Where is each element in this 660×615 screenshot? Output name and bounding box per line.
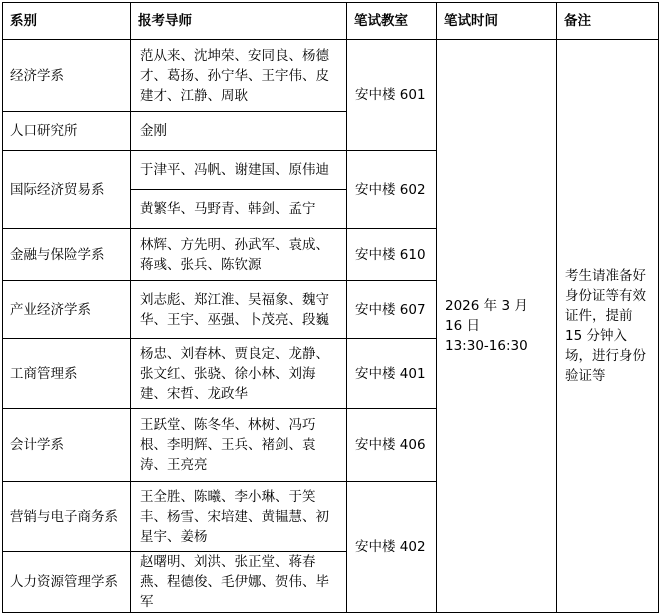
dept-cell: 产业经济学系 bbox=[3, 281, 131, 339]
teachers-cell: 王全胜、陈曦、李小琳、于笑丰、杨雪、宋培建、黄韫慧、初星宇、姜杨 bbox=[131, 482, 347, 552]
teachers-cell: 林辉、方先明、孙武军、袁成、蒋彧、张兵、陈钦源 bbox=[131, 229, 347, 281]
room-cell: 安中楼 402 bbox=[347, 482, 437, 613]
dept-cell: 人力资源管理学系 bbox=[3, 552, 131, 613]
header-note: 备注 bbox=[557, 3, 659, 40]
teachers-cell: 黄繁华、马野青、韩剑、孟宁 bbox=[131, 190, 347, 229]
header-dept: 系别 bbox=[3, 3, 131, 40]
dept-cell: 营销与电子商务系 bbox=[3, 482, 131, 552]
header-time: 笔试时间 bbox=[437, 3, 557, 40]
dept-cell: 经济学系 bbox=[3, 40, 131, 112]
teachers-cell: 杨忠、刘春林、贾良定、龙静、张文红、张骁、徐小林、刘海建、宋哲、龙政华 bbox=[131, 339, 347, 409]
room-cell: 安中楼 406 bbox=[347, 409, 437, 482]
teachers-cell: 王跃堂、陈冬华、林树、冯巧根、李明辉、王兵、褚剑、袁涛、王亮亮 bbox=[131, 409, 347, 482]
table-row bbox=[3, 40, 659, 112]
exam-hours: 13:30-16:30 bbox=[445, 338, 528, 354]
room-cell: 安中楼 401 bbox=[347, 339, 437, 409]
dept-cell: 国际经济贸易系 bbox=[3, 151, 131, 229]
note-cell: 考生请准备好身份证等有效证件，提前 15 分钟入场，进行身份验证等 bbox=[557, 40, 659, 613]
room-cell: 安中楼 610 bbox=[347, 229, 437, 281]
teachers-cell: 于津平、冯帆、谢建国、原伟迪 bbox=[131, 151, 347, 190]
teachers-cell: 金刚 bbox=[131, 112, 347, 151]
exam-time-cell bbox=[437, 40, 557, 613]
exam-schedule-table bbox=[2, 2, 659, 613]
teachers-cell: 赵曙明、刘洪、张正堂、蒋春燕、程德俊、毛伊娜、贺伟、毕军 bbox=[131, 552, 347, 613]
table-header-row bbox=[3, 3, 659, 40]
header-teachers: 报考导师 bbox=[131, 3, 347, 40]
dept-cell: 人口研究所 bbox=[3, 112, 131, 151]
dept-cell: 工商管理系 bbox=[3, 339, 131, 409]
room-cell: 安中楼 602 bbox=[347, 151, 437, 229]
header-room: 笔试教室 bbox=[347, 3, 437, 40]
teachers-cell: 范从来、沈坤荣、安同良、杨德才、葛扬、孙宁华、王宇伟、皮建才、江静、周耿 bbox=[131, 40, 347, 112]
room-cell: 安中楼 601 bbox=[347, 40, 437, 151]
exam-date: 2026 年 3 月 16 日 bbox=[445, 298, 528, 334]
dept-cell: 会计学系 bbox=[3, 409, 131, 482]
dept-cell: 金融与保险学系 bbox=[3, 229, 131, 281]
teachers-cell: 刘志彪、郑江淮、吴福象、魏守华、王宇、巫强、卜茂亮、段巍 bbox=[131, 281, 347, 339]
room-cell: 安中楼 607 bbox=[347, 281, 437, 339]
